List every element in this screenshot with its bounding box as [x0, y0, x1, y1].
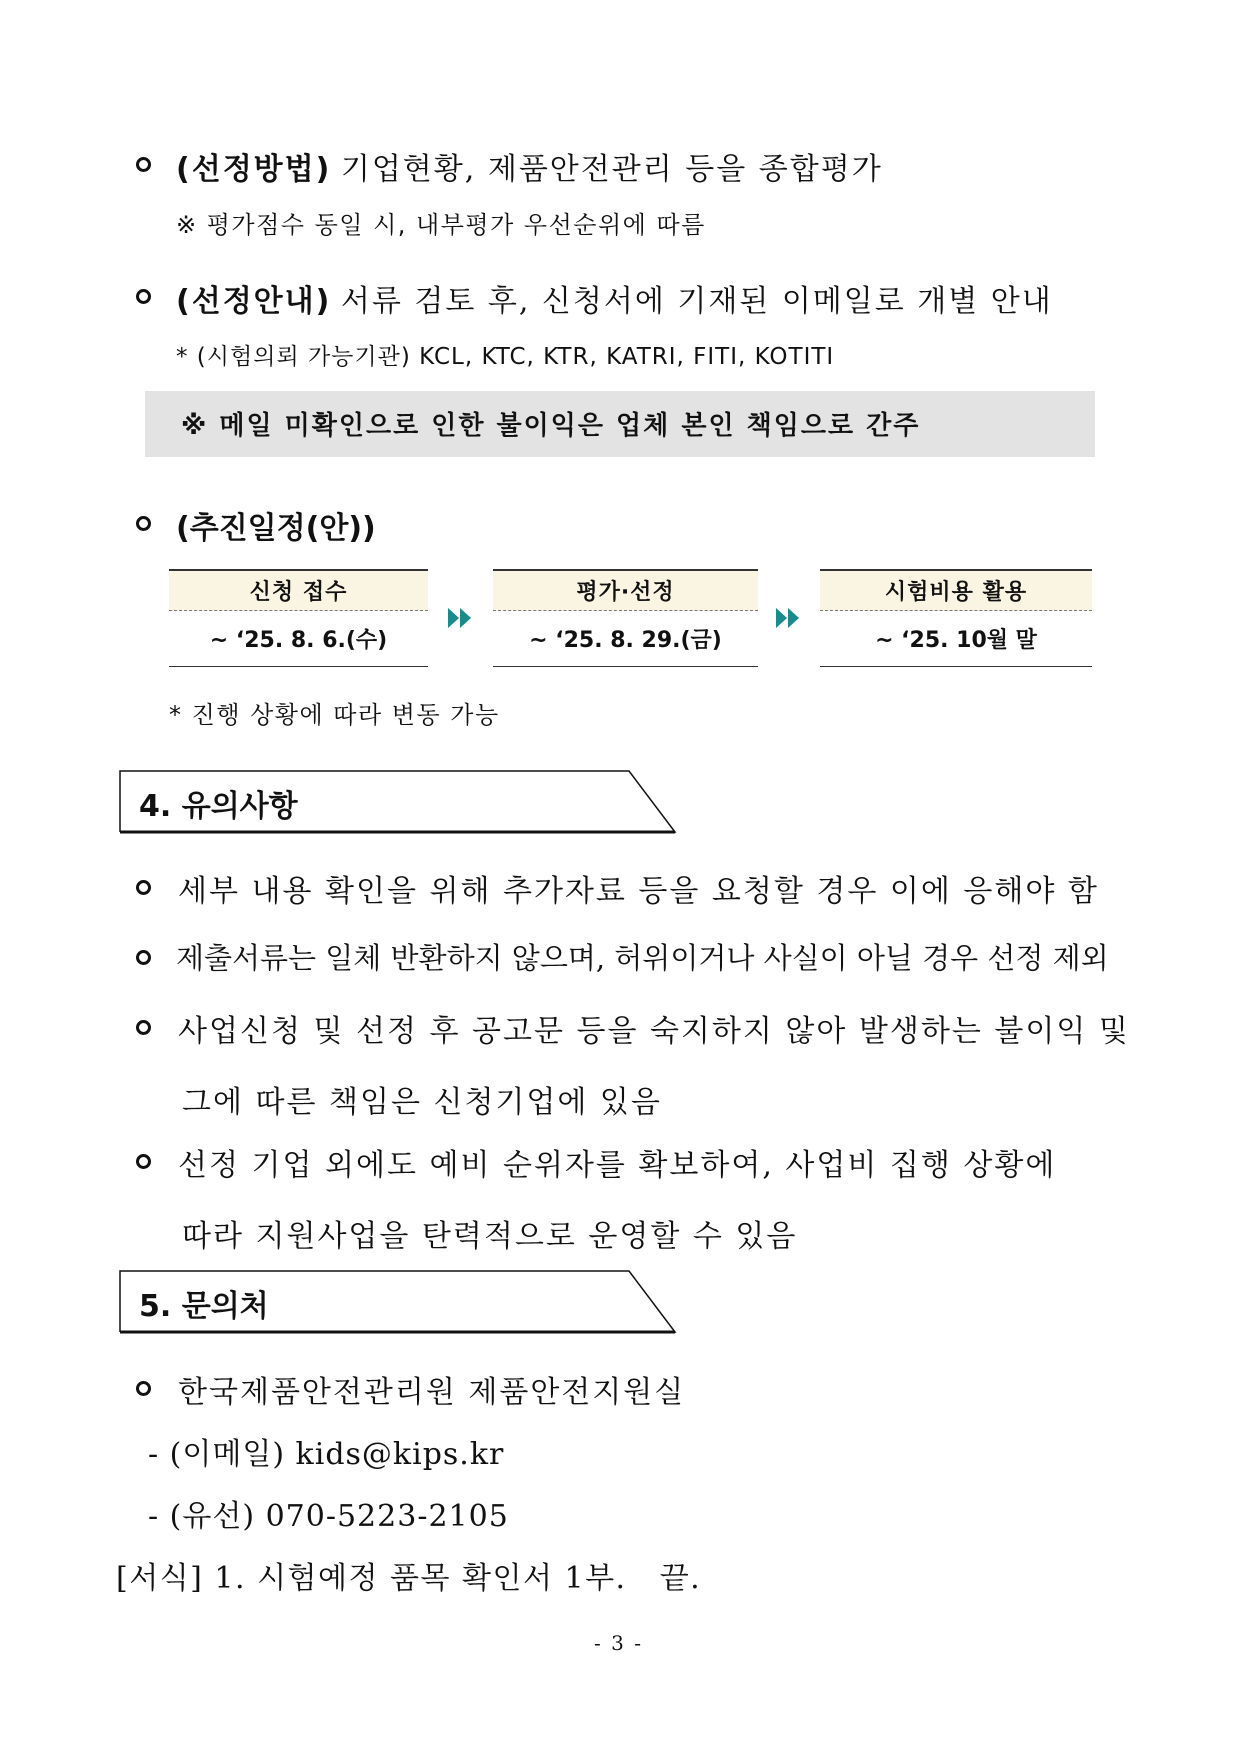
- double-chevron-right-icon: [776, 606, 802, 630]
- notice-item-4: [178, 1140, 1056, 1255]
- selection-method-label: (선정방법): [176, 152, 332, 187]
- notice-item-3-line-2: 그에 따른 책임은 신청기업에 있음: [182, 1085, 662, 1120]
- selection-method-line: [176, 144, 883, 188]
- bullet-icon: [136, 157, 151, 172]
- section-4-title: 4. 유의사항: [139, 789, 298, 824]
- schedule-step-3-date: ~ ‘25. 10월 말: [820, 611, 1092, 667]
- contact-email: - (이메일) kids@kips.kr: [148, 1437, 505, 1472]
- attachment-line: [서식] 1. 시험예정 품목 확인서 1부. 끝.: [116, 1561, 702, 1596]
- selection-notice-line: [176, 276, 1053, 320]
- contact-phone: - (유선) 070-5223-2105: [148, 1499, 509, 1534]
- notice-item-2: [176, 936, 1114, 977]
- page-number: - 3 -: [594, 1631, 643, 1655]
- bullet-icon: [136, 1381, 151, 1396]
- bullet-icon: [136, 289, 151, 304]
- contact-organization: 한국제품안전관리원 제품안전지원실: [178, 1375, 686, 1410]
- schedule-step-1-title: 신청 접수: [169, 569, 428, 611]
- bullet-icon: [136, 880, 151, 895]
- notice-item-3-line-1: 사업신청 및 선정 후 공고문 등을 숙지하지 않아 발생하는 불이익 및: [178, 1014, 1130, 1049]
- schedule-note: * 진행 상황에 따라 변동 가능: [169, 701, 500, 729]
- bullet-icon: [136, 1020, 151, 1035]
- bullet-icon: [136, 1154, 151, 1169]
- schedule-step-3-title: 시험비용 활용: [820, 569, 1092, 611]
- selection-method-note: ※ 평가점수 동일 시, 내부평가 우선순위에 따름: [176, 211, 706, 239]
- notice-callout-box: [145, 391, 1095, 457]
- bullet-icon: [136, 950, 151, 965]
- schedule-step-1-date: ~ ‘25. 8. 6.(수): [169, 611, 428, 667]
- section-5-title: 5. 문의처: [139, 1289, 269, 1324]
- notice-callout-text: ※ 메일 미확인으로 인한 불이익은 업체 본인 책임으로 간주: [181, 411, 921, 441]
- bullet-icon: [136, 516, 151, 531]
- testing-institutions-note: * (시험의뢰 가능기관) KCL, KTC, KTR, KATRI, FITI, KOTITI: [176, 344, 835, 370]
- notice-item-3: [178, 1006, 1130, 1121]
- notice-item-2-line-1: 제출서류는 일체 반환하지 않으며, 허위이거나 사실이 아닐 경우 선정 제외: [176, 941, 1109, 975]
- selection-notice-text: 서류 검토 후, 신청서에 기재된 이메일로 개별 안내: [340, 284, 1053, 319]
- notice-item-1-line-1: 세부 내용 확인을 위해 추가자료 등을 요청할 경우 이에 응해야 함: [178, 874, 1099, 909]
- notice-item-1: [178, 866, 1114, 910]
- notice-item-4-line-1: 선정 기업 외에도 예비 순위자를 확보하여, 사업비 집행 상황에: [178, 1148, 1057, 1183]
- schedule-step-2-date: ~ ‘25. 8. 29.(금): [493, 611, 758, 667]
- selection-notice-label: (선정안내): [176, 284, 332, 319]
- schedule-label: (추진일정(안)): [176, 511, 376, 546]
- notice-item-4-line-2: 따라 지원사업을 탄력적으로 운영할 수 있음: [182, 1219, 798, 1254]
- schedule-step-2-title: 평가·선정: [493, 569, 758, 611]
- selection-method-text: 기업현황, 제품안전관리 등을 종합평가: [340, 152, 883, 187]
- double-chevron-right-icon: [448, 606, 474, 630]
